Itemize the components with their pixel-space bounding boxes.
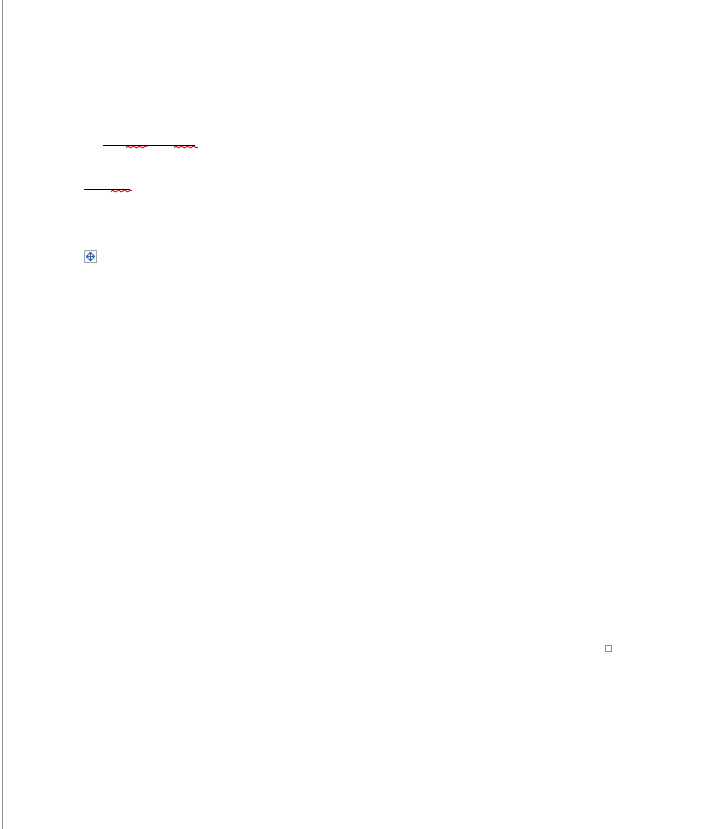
date-line[interactable] [104, 757, 608, 785]
move-arrows-icon [86, 252, 95, 261]
blank-underline-units [84, 164, 130, 190]
page-edge-line [2, 0, 3, 829]
blank-underline-departments [143, 120, 195, 146]
paragraph-two[interactable] [103, 203, 106, 231]
paragraph-one-line-two[interactable] [84, 162, 133, 190]
closing-paragraph-line-two[interactable] [84, 722, 87, 750]
paragraph-one-line-one[interactable] [103, 120, 195, 146]
document-title[interactable] [104, 40, 608, 67]
spellcheck-squiggle [174, 145, 200, 150]
table-move-handle[interactable] [84, 250, 97, 263]
blank-underline-majors [103, 120, 143, 146]
table-resize-handle[interactable] [605, 645, 612, 652]
paragraph-three[interactable] [103, 236, 106, 264]
spellcheck-squiggle [111, 189, 135, 194]
